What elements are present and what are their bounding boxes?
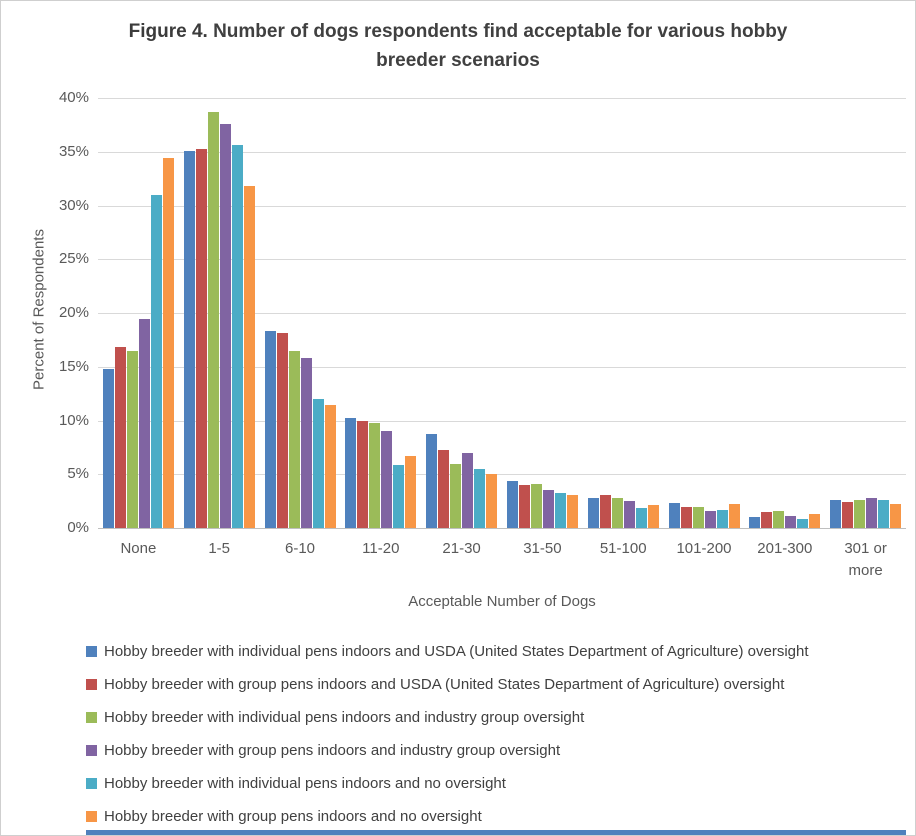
x-tick-label: 201-300 — [757, 540, 813, 557]
bar — [705, 511, 716, 528]
legend-item — [86, 701, 809, 734]
legend-swatch-icon — [86, 679, 97, 690]
bar-group-1-5 — [179, 112, 260, 528]
x-tick-label: 301 or more — [844, 540, 887, 579]
y-tick-label: 20% — [58, 304, 89, 321]
bar — [636, 508, 647, 528]
bar — [381, 431, 392, 528]
gridline-40 — [98, 98, 906, 99]
bar-group-201-300 — [744, 511, 825, 528]
y-tick-label: 35% — [58, 142, 89, 160]
bar — [184, 151, 195, 528]
legend-label: Hobby breeder with individual pens indoors and no oversight — [104, 775, 506, 792]
bar — [773, 511, 784, 528]
bar — [277, 333, 288, 528]
legend-swatch-icon — [86, 745, 97, 756]
bar — [232, 145, 243, 528]
x-axis-title: Acceptable Number of Dogs — [408, 593, 596, 610]
bar — [450, 464, 461, 529]
bar — [729, 504, 740, 528]
bar-group-6-10 — [260, 331, 341, 528]
bar — [196, 149, 207, 528]
bar — [612, 498, 623, 528]
x-tick-label: 21-30 — [442, 540, 481, 557]
bar — [325, 405, 336, 528]
bar — [486, 474, 497, 528]
bar — [624, 501, 635, 528]
bar-group-31-50 — [502, 481, 583, 528]
bar — [115, 347, 126, 528]
bar — [890, 504, 901, 528]
legend-item — [86, 767, 809, 800]
x-tick-label: 101-200 — [676, 540, 732, 557]
bar — [600, 495, 611, 528]
bar — [797, 519, 808, 528]
y-tick-label: 0% — [67, 519, 89, 536]
legend-label: Hobby breeder with individual pens indoors and industry group oversight — [104, 709, 585, 726]
bar-group-11-20 — [340, 418, 421, 528]
y-tick-label: 40% — [58, 89, 89, 106]
bar — [301, 358, 312, 528]
bar — [265, 331, 276, 528]
legend-label: Hobby breeder with individual pens indoors and USDA (United States Department of Agriculture) oversight — [104, 643, 809, 660]
bar — [785, 516, 796, 528]
bar — [531, 484, 542, 528]
bar — [648, 505, 659, 528]
bar — [163, 158, 174, 528]
bar — [208, 112, 219, 528]
legend-item — [86, 734, 809, 767]
bar — [830, 500, 841, 528]
bar-group-301 or more — [825, 498, 906, 528]
legend-item — [86, 635, 809, 668]
legend-label: Hobby breeder with group pens indoors and industry group oversight — [104, 742, 561, 759]
bar — [669, 503, 680, 528]
bar — [345, 418, 356, 528]
bar — [854, 500, 865, 528]
bar — [567, 495, 578, 528]
legend-swatch-icon — [86, 646, 97, 657]
bar — [749, 517, 760, 528]
bar — [438, 450, 449, 528]
chart-legend — [86, 635, 809, 833]
bar — [462, 453, 473, 528]
y-tick-label: 5% — [67, 465, 89, 483]
bar — [357, 421, 368, 529]
bar — [313, 399, 324, 528]
bar — [866, 498, 877, 528]
x-tick-label: 6-10 — [284, 540, 316, 557]
y-tick-label: 15% — [58, 357, 89, 375]
bar-group-None — [98, 158, 179, 528]
chart-title — [128, 17, 788, 76]
cropped-content-below — [86, 830, 906, 835]
bar — [507, 481, 518, 528]
legend-swatch-icon — [86, 811, 97, 822]
bar — [103, 369, 114, 528]
bar — [681, 507, 692, 529]
bar — [543, 490, 554, 528]
x-tick-label: 11-20 — [362, 540, 400, 557]
plot-area — [98, 98, 906, 529]
bar — [878, 500, 889, 528]
bar — [220, 124, 231, 528]
x-tick-label: None — [120, 540, 157, 557]
x-tick-label: 51-100 — [599, 540, 647, 557]
legend-label: Hobby breeder with group pens indoors and USDA (United States Department of Agriculture) oversight — [104, 676, 785, 693]
bar — [761, 512, 772, 528]
bar-group-21-30 — [421, 434, 502, 528]
chart-title-prefix: Figure 4. — [128, 21, 208, 42]
bar — [369, 423, 380, 528]
bar — [693, 507, 704, 529]
x-tick-label: 1-5 — [208, 540, 231, 557]
bar — [244, 186, 255, 528]
bar — [555, 493, 566, 528]
bar — [842, 502, 853, 528]
legend-swatch-icon — [86, 778, 97, 789]
y-tick-label: 10% — [58, 411, 89, 429]
bar — [717, 510, 728, 528]
chart-title-text: Number of dogs respondents find acceptable for various hobby breeder scenarios — [207, 21, 788, 72]
x-tick-label: 31-50 — [523, 540, 562, 557]
legend-item — [86, 800, 809, 833]
bar — [289, 351, 300, 528]
legend-item — [86, 668, 809, 701]
bar — [151, 195, 162, 528]
y-tick-label: 30% — [58, 196, 89, 214]
bar — [405, 456, 416, 528]
bar — [139, 319, 150, 528]
bar — [809, 514, 820, 528]
bar — [474, 469, 485, 528]
y-axis-title: Percent of Respondents — [30, 229, 48, 390]
bar — [519, 485, 530, 528]
bar-group-101-200 — [664, 503, 745, 528]
bar-group-51-100 — [583, 495, 664, 528]
y-tick-label: 25% — [58, 250, 89, 268]
bar — [588, 498, 599, 528]
bar — [127, 351, 138, 528]
bar — [393, 465, 404, 528]
legend-swatch-icon — [86, 712, 97, 723]
legend-label: Hobby breeder with group pens indoors and no oversight — [104, 808, 482, 825]
bar — [426, 434, 437, 528]
